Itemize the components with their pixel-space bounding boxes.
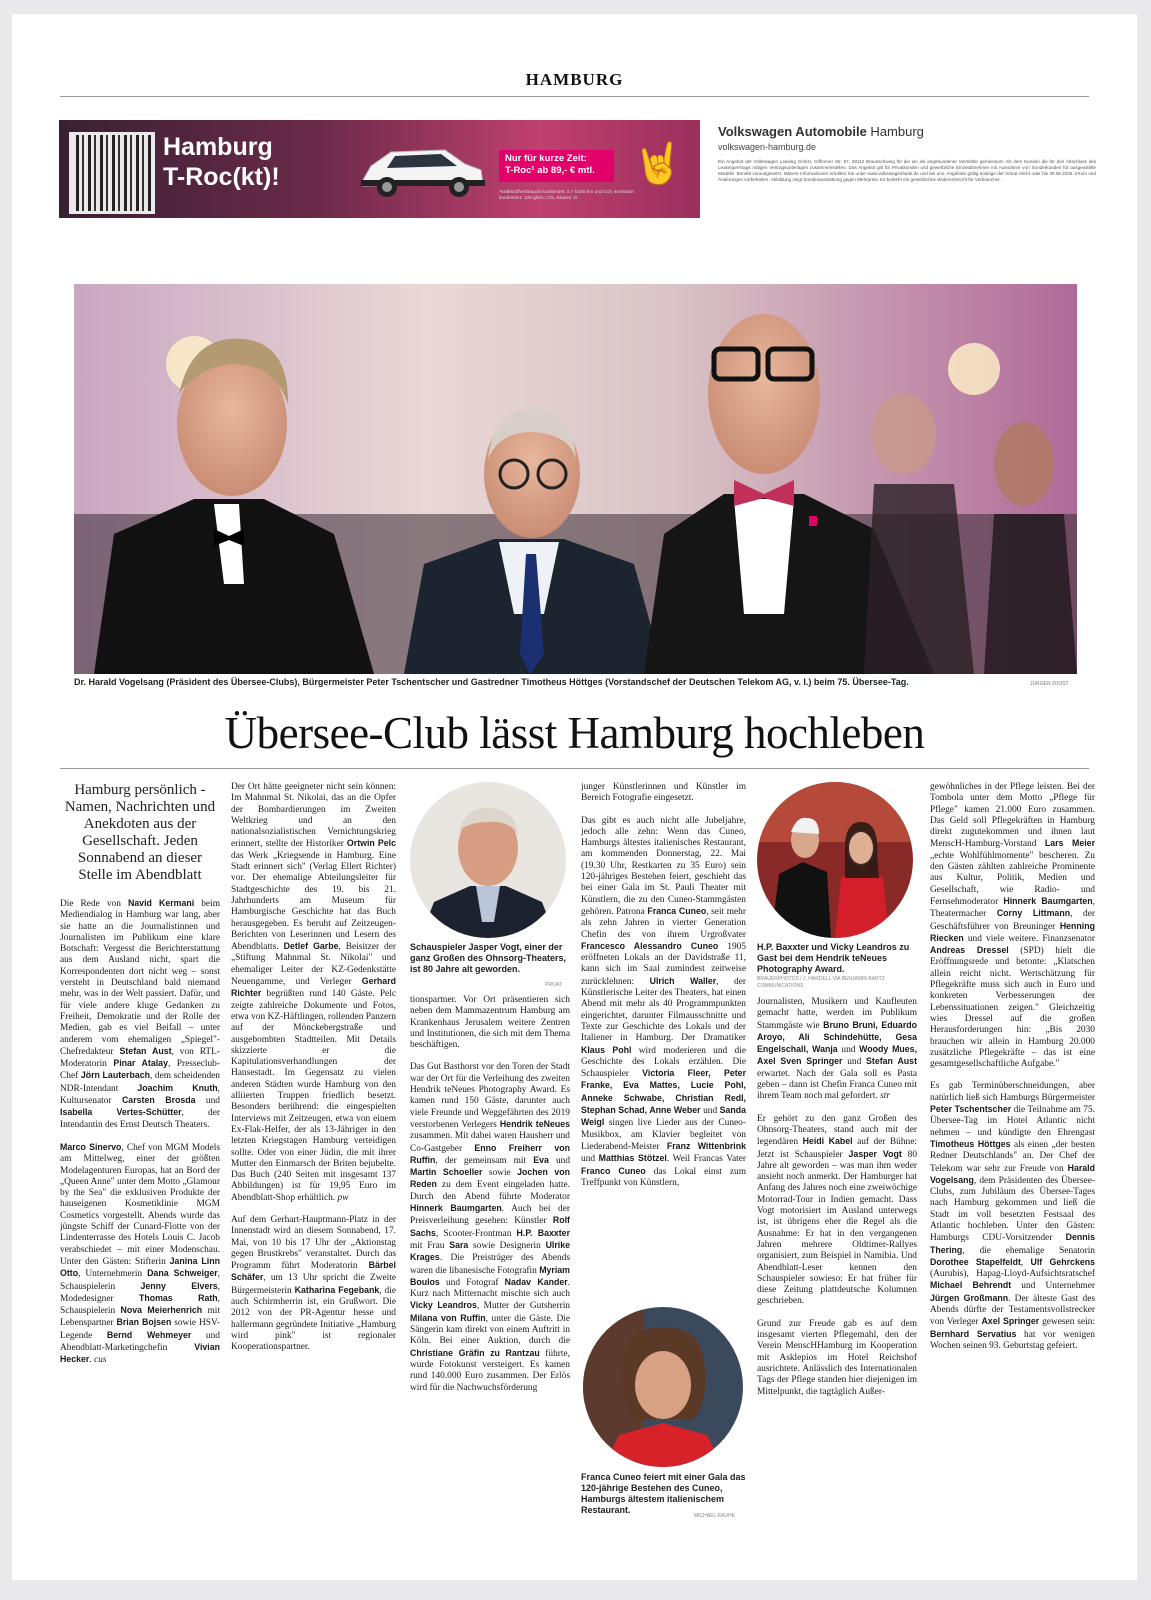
dealer-info xyxy=(718,124,1096,183)
column-6: gewöhnliches in der Pflege leisten. Bei der Tombola unter dem Motto „Pflege für Pflege" kamen 21.000 Euro zusammen. Das Geld soll Pflegekräften in Hamburg direkt zugutekommen und ihnen laut MenscH-Hamburg-Vorstand Lars Meier „echte Wohlfühlmomente" bescheren. Zu den Gästen zählten zahlreiche Prominente aus Kultur, Politik, Medien und Gesellschaft, wie Radio- und Fernsehmoderator Hinnerk Baumgarten, Theatermacher Corny Littmann, der Geschäftsführer von Breuninger Henning Riecken und viele weitere. Finanzsenator Andreas Dressel (SPD) hielt die Eröffnungsrede und betonte: „Klatschen allein reicht nicht. Wertschätzung für Pflegekräfte muss sich auch in Euro und konkreten Verbesserungen der Lebenssituationen zeigen." Gleichzeitig wies Dressel auf die großen Herausforderungen hin: „Bis 2030 brauchen wir allein in Hamburg 20.000 zusätzliche Pflegekräfte – das ist eine gesamtgesellschaftliche Aufgabe." Es gab Terminüberschneidungen, aber natürlich ließ sich Hamburgs Bürgermeister Peter Tschentscher die Teilnahme am 75. Übersee-Tag im Hotel Atlantic nicht nehmen – und kündigte den Ehrengast Timotheus Höttges als einen „der besten Redner Deutschlands" an. Der Chef der Telekom war sehr zur Freude von Harald Vogelsang, dem Präsidenten des Übersee-Clubs, zum Jubiläum des Übersee-Tages nach Hamburg gekommen und ließ die Stadt im voll besetzten Festsaal des Atlantic hochleben. Unter den Gästen: Hamburgs CDU-Vorsitzender Dennis Thering, die ehemalige Senatorin Dorothee Stapelfeldt, Ulf Gehrckens (Aurubis), Hapag-Lloyd-Aufsichtsratschef Michael Behrendt und Unternehmer Jürgen Großmann. Der älteste Gast des Abends dürfte der Testamentsvollstrecker von Verleger Axel Springer gewesen sein: Bernhard Servatius hat vor wenigen Wochen seinen 93. Geburtstag gefeiert. xyxy=(930,782,1095,1351)
ad-fine-print: ¹Kraftstoffverbrauch kombiniert: 5,7 l/100 km und CO₂-Emission kombiniert: 129 g/km; CO₂-Klasse: D xyxy=(499,190,635,201)
dealer-brand: Volkswagen Automobile xyxy=(718,124,867,139)
main-photo xyxy=(74,284,1077,674)
advertisement-banner[interactable] xyxy=(59,120,700,218)
ad-title-line1: Hamburg xyxy=(163,133,273,161)
kicker: Hamburg persönlich - Namen, Nachrichten und Anekdoten aus der Gesellschaft. Jeden Sonnabend an dieser Stelle im Abendblatt xyxy=(64,782,216,883)
dealer-fine-print: Ein Angebot der Volkswagen Leasing GmbH, Gifhorner Str. 57, 38112 Braunschweig für die ein als angebundener Vermittler gemeinsam mit dem Kunden die für den Abschluss des Leasingvertrags nötigen Vertragsunterlagen zusammenstellen. Das Angebot gilt für Privatkunden und gewerbliche Einzelabnehmer mit Ausnahme von Sonderkunden für ausgewählte Modelle. Bonität vorausgesetzt. Nähere Informationen erhalten Sie unter www.volkswagenbank.de und bei uns. Angebote gültig solange der Vorrat reicht oder bis 30.06.2025. Irrtum und Änderungen vorbehalten. Abbildung zeigt Sonderausstattung gegen Mehrpreis. Es besteht ein gesetzliches Widerrufsrecht für Verbraucher. xyxy=(718,159,1096,182)
column-1: Hamburg persönlich - Namen, Nachrichten und Anekdoten aus der Gesellschaft. Jeden Sonnabend an dieser Stelle im Abendblatt Die Rede von Navid Kermani beim Mediendialog in Hamburg war lang, aber sie hatte an die Journalistinnen und Journalisten im Publikum eine klare Botschaft: Vergesst die Berichterstattung aus dem Ausland nicht, spart die Korrespondenten dort nicht weg – sonst versteht in Deutschland bald niemand mehr, was in der Welt passiert. Dafür, und für viele andere kluge Gedanken zu Freiheit, Demokratie und der Rolle der Medien, gab es viel Beifall – unter anderem vom ehemaligen „Spiegel"-Chefredakteur Stefan Aust, von RTL-Moderatorin Pinar Atalay, Presseclub-Chef Jörn Lauterbach, dem scheidenden NDR-Intendant Joachim Knuth, Kultursenator Carsten Brosda und Isabella Vertes-Schütter, der Intendantin des Ernst Deutsch Theaters. Marco Sinervo, Chef von MGM Models am Mittelweg, einer der größten Modelagenturen Europas, hat an Bord der „Queen Anne" unter dem Motto „Glamour by the Sea" die exklusiven Produkte der hauseigenen Kosmetiklinie MGM Cosmetics vorgestellt. Abends wurde das jüngste Schiff der Cunard-Flotte von der Lindenterrasse des Hotels Louis C. Jacob verabschiedet – mit einer Modenschau. Unter den Gästen: Stifterin Janina Linn Otto, Unternehmerin Dana Schweiger, Schauspielerin Jenny Elvers, Modedesigner Thomas Rath, Schauspielerin Nova Meierhenrich mit Lebenspartner Brian Bojsen sowie HSV-Legende Bernd Wehmeyer und Abendblatt-Marketingchefin Vivian Hecker. cus xyxy=(60,782,220,1366)
caption-franca-cuneo: Franca Cuneo feiert mit einer Gala das 120-jährige Bestehen des Cuneo, Hamburgs ältestem italienischem Restaurant. xyxy=(581,1472,746,1515)
divider xyxy=(60,768,1089,769)
ad-offer-line2: T-Roc¹ ab 89,- € mtl. xyxy=(505,165,595,176)
dealer-city: Hamburg xyxy=(870,124,924,139)
ad-title-line2: T-Roc(kt)! xyxy=(163,163,280,191)
column-4: junger Künstlerinnen und Künstler im Bereich Fotografie eingesetzt. Das gibt es auch nicht alle Jubeljahre, jedoch alle zehn: Wenn das Cuneo, Hamburgs ältestes italienisches Restaurant, am kommenden Donnerstag, 22. Mai (19.30 Uhr, Restkarten zu 35 Euro) sein 120-jähriges Bestehen feiert, geschieht das bei einer Gala im St. Pauli Theater mit Künstlern, die zu den Cuneo-Stammgästen gehören. Patrona Franca Cuneo, seit mehr als zehn Jahren in vierter Generation Chefin des von ihrem Urgroßvater Francesco Alessandro Cuneo 1905 eröffneten Lokals an der Davidstraße 11, kann sich im Saal zumindest zeitweise zurücklehnen: Ulrich Waller, der Künstlerische Leiter des Theaters, hat einen Abend mit mehr als 40 Programmpunkten eingerichtet, darunter Filmausschnitte und Texte zur Geschichte des Lokals und der Italiener in Hamburg. Der Dramatiker Klaus Pohl wird moderieren und die Geschichte des Lokals erzählen. Die Schauspieler Victoria Fleer, Peter Franke, Eva Mattes, Lucie Pohl, Anneke Schwabe, Christian Redl, Stephan Schad, Anne Weber und Sanda Weigl singen live Lieder aus der Cuneo-Musikbox, am Klavier begleitet von Liederabend-Meister Franz Wittenbrink und Matthias Stötzel. Weil Francas Vater Franco Cuneo das Lokal einst zum Treffpunkt von Künstlern, xyxy=(581,782,746,1188)
rock-hand-icon: 🤘 xyxy=(633,141,683,187)
caption-jasper-vogt: Schauspieler Jasper Vogt, einer der ganz Großen des Ohnsorg-Theaters, ist 80 Jahre alt geworden. xyxy=(410,942,567,974)
article-headline: Übersee-Club lässt Hamburg hochleben xyxy=(224,708,925,758)
portrait-jasper-vogt xyxy=(410,782,566,938)
dealer-url[interactable]: volkswagen-hamburg.de xyxy=(718,142,817,152)
caption-baxxter-leandros: H.P. Baxxter und Vicky Leandros zu Gast bei dem Hendrik teNeues Photography Award. xyxy=(757,942,910,974)
ad-offer-line1: Nur für kurze Zeit: xyxy=(505,153,587,164)
portrait-franca-cuneo xyxy=(583,1307,743,1467)
column-3: tionspartner. Vor Ort präsentieren sich neben dem Mammazentrum Hamburg am Krankenhaus Jerusalem weitere Zentren und Institutionen, die sich mit dem Thema beschäftigen. Das Gut Basthorst vor den Toren der Stadt war der Ort für die Verleihung des zweiten Hendrik teNeues Photography Award. Es kamen rund 150 Gäste, darunter auch viele Freunde und Weggefährten des 2019 verstorbenen Verlegers Hendrik teNeues zusammen. Mit dabei waren Hausherr und Co-Gastgeber Enno Freiherr von Ruffin, der gemeinsam mit Eva und Martin Schoeller sowie Jochen von Reden zu dem Event eingeladen hatte. Durch den Abend führte Moderator Hinnerk Baumgarten. Auch bei der Preisverleihung gesehen: Künstler Rolf Sachs, Scooter-Frontman H.P. Baxxter mit Frau Sara sowie Designerin Ulrike Krages. Die Preisträger des Abends waren die libanesische Fotografin Myriam Boulos und Fotograf Nadav Kander. Kurz nach Mitternacht mischte sich auch Vicky Leandros, Mutter der Gutsherrin Milana von Ruffin, unter die Gäste. Die Sängerin kam direkt von einem Auftritt in Köln. Bei einer Auktion, durch die Christiane Gräfin zu Rantzau führte, wurde Fotokunst versteigert. Es kamen rund 140.000 Euro zusammen. Der Erlös wird für die Nachwuchsförderung xyxy=(410,995,570,1393)
credit-franca-cuneo: MICHAEL RAUHE xyxy=(694,1513,735,1519)
photo-credit: JÜRGEN JOOST xyxy=(1030,681,1069,687)
column-2: Der Ort hätte geeigneter nicht sein können: Im Mahnmal St. Nikolai, das an die Opfer der Bombardierungen im Zweiten Weltkrieg und an den nationalsozialistischen Vernichtungskrieg erinnert, stellte der Historiker Ortwin Pelc das Werk „Kriegsende in Hamburg. Eine Stadt erinnert sich" (Verlag Ellert Richter) vor. Der ehemalige Abteilungsleiter für Stadtgeschichte des 19. bis 21. Jahrhunderts am Museum für Hamburgische Geschichte hat das Buch herausgegeben. Es beruht auf Zeitzeugen-Berichten von Leserinnen und Lesern des Abendblatts. Detlef Garbe, Beisitzer der „Stiftung Mahnmal St. Nikolai" und ehemaliger Leiter der KZ-Gedenkstätte Neuengamme, und Verleger Gerhard Richter begrüßten rund 140 Gäste. Pelc zeigte zahlreiche Dokumente und Fotos, etwa von KZ-Häftlingen, rollenden Panzern auf der Mönckebergstraße und ausgebombten Stadtteilen. Mit Details skizzierte er die Kapitulationsverhandlungen der Hansestadt. Im Gegensatz zu vielen anderen Städten wurde Hamburg von den alliierten Truppen friedlich besetzt. Besonders berührend: die eingespielten Interviews mit Zeitzeugen, etwa von einem Ex-Flak-Helfer, der als 13-Jähriger in den letzten Kriegstagen Hamburg verteidigen sollte. Oder von einer Jüdin, die mit ihrer Mutter den Einmarsch der Briten bejubelte. Das Buch (240 Seiten mit insgesamt 137 Abbildungen) ist für 19,95 Euro im Abendblatt-Shop erhältlich. pw Auf dem Gerhart-Hauptmann-Platz in der Innenstadt wird an diesem Sonnabend, 17. Mai, von 10 bis 17 Uhr der „Aktionstag gegen Brustkrebs" veranstaltet. Durch das Programm führt Moderatorin Bärbel Schäfer, um 13 Uhr spricht die Zweite Bürgermeisterin Katharina Fegebank, die auch Schirmherrin ist, ein Grußwort. Die 2012 von der PR-Agentur hesse und hallermann gegründete Initiative „Hamburg wird pink" ist regionaler Kooperationspartner. xyxy=(231,782,396,1353)
dealer-name xyxy=(718,124,1096,139)
ad-title xyxy=(163,132,280,192)
ad-offer-box xyxy=(499,150,614,182)
section-header: HAMBURG xyxy=(60,70,1089,97)
photo-caption: Dr. Harald Vogelsang (Präsident des Übersee-Clubs), Bürgermeister Peter Tschentscher und Gastredner Timotheus Höttges (Vorstandschef der Deutschen Telekom AG, v. l.) beim 75. Übersee-Tag. xyxy=(74,677,909,687)
car-icon xyxy=(357,140,489,202)
column-5: Journalisten, Musikern und Kaufleuten gemacht hatte, werden im Publikum Stammgäste wie Bruno Bruni, Eduardo Aroyo, Ali Schindehütte, Gesa Engelschall, Wanja und Woody Mues, Axel Sven Springer und Stefan Aust erwartet. Nach der Gala soll es Pasta geben – dann ist Chefin Franca Cuneo mit ihrem Team noch mal gefordert. str Er gehört zu den ganz Großen des Ohnsorg-Theaters, stand auch mit der legendären Heidi Kabel auf der Bühne: Jetzt ist Schauspieler Jasper Vogt 80 Jahre alt geworden – was man ihm weder ansieht noch anmerkt. Der Hamburger hat Anfang des Jahres noch eine zweiwöchige Motorrad-Tour in Indien gemacht. Dass Vogt motorisiert im Ausland unterwegs ist, ist übrigens eher die Regel als die Ausnahme: Er hat in den vergangenen Jahren mehrere Oldtimer-Rallyes organisiert, zum Beispiel in Namibia. Und Abendblatt-Leser kennen den Schauspieler sowieso: Er hat früher für diese Zeitung plattdeutsche Kolumnen geschrieben. Grund zur Freude gab es auf dem insgesamt vierten Pflegemahl, den der Verein MenscHHamburg im Kooperation mit Asklepios im Hotel Reichshof ausrichtete. Anlässlich des Internationalen Tags der Pflege standen hier diejenigen im Mittelpunkt, die tagtäglich Außer- xyxy=(757,997,917,1397)
portrait-baxxter-leandros xyxy=(757,782,913,938)
credit-baxxter-leandros: BRAUERPHOTOS / J. HARDELL VIA BENJAMIN BARTZ COMMUNICATIONS xyxy=(757,976,885,989)
newspaper-page xyxy=(12,14,1137,1580)
qr-code-icon[interactable] xyxy=(69,132,155,214)
credit-jasper-vogt: PRIVAT xyxy=(545,982,563,988)
